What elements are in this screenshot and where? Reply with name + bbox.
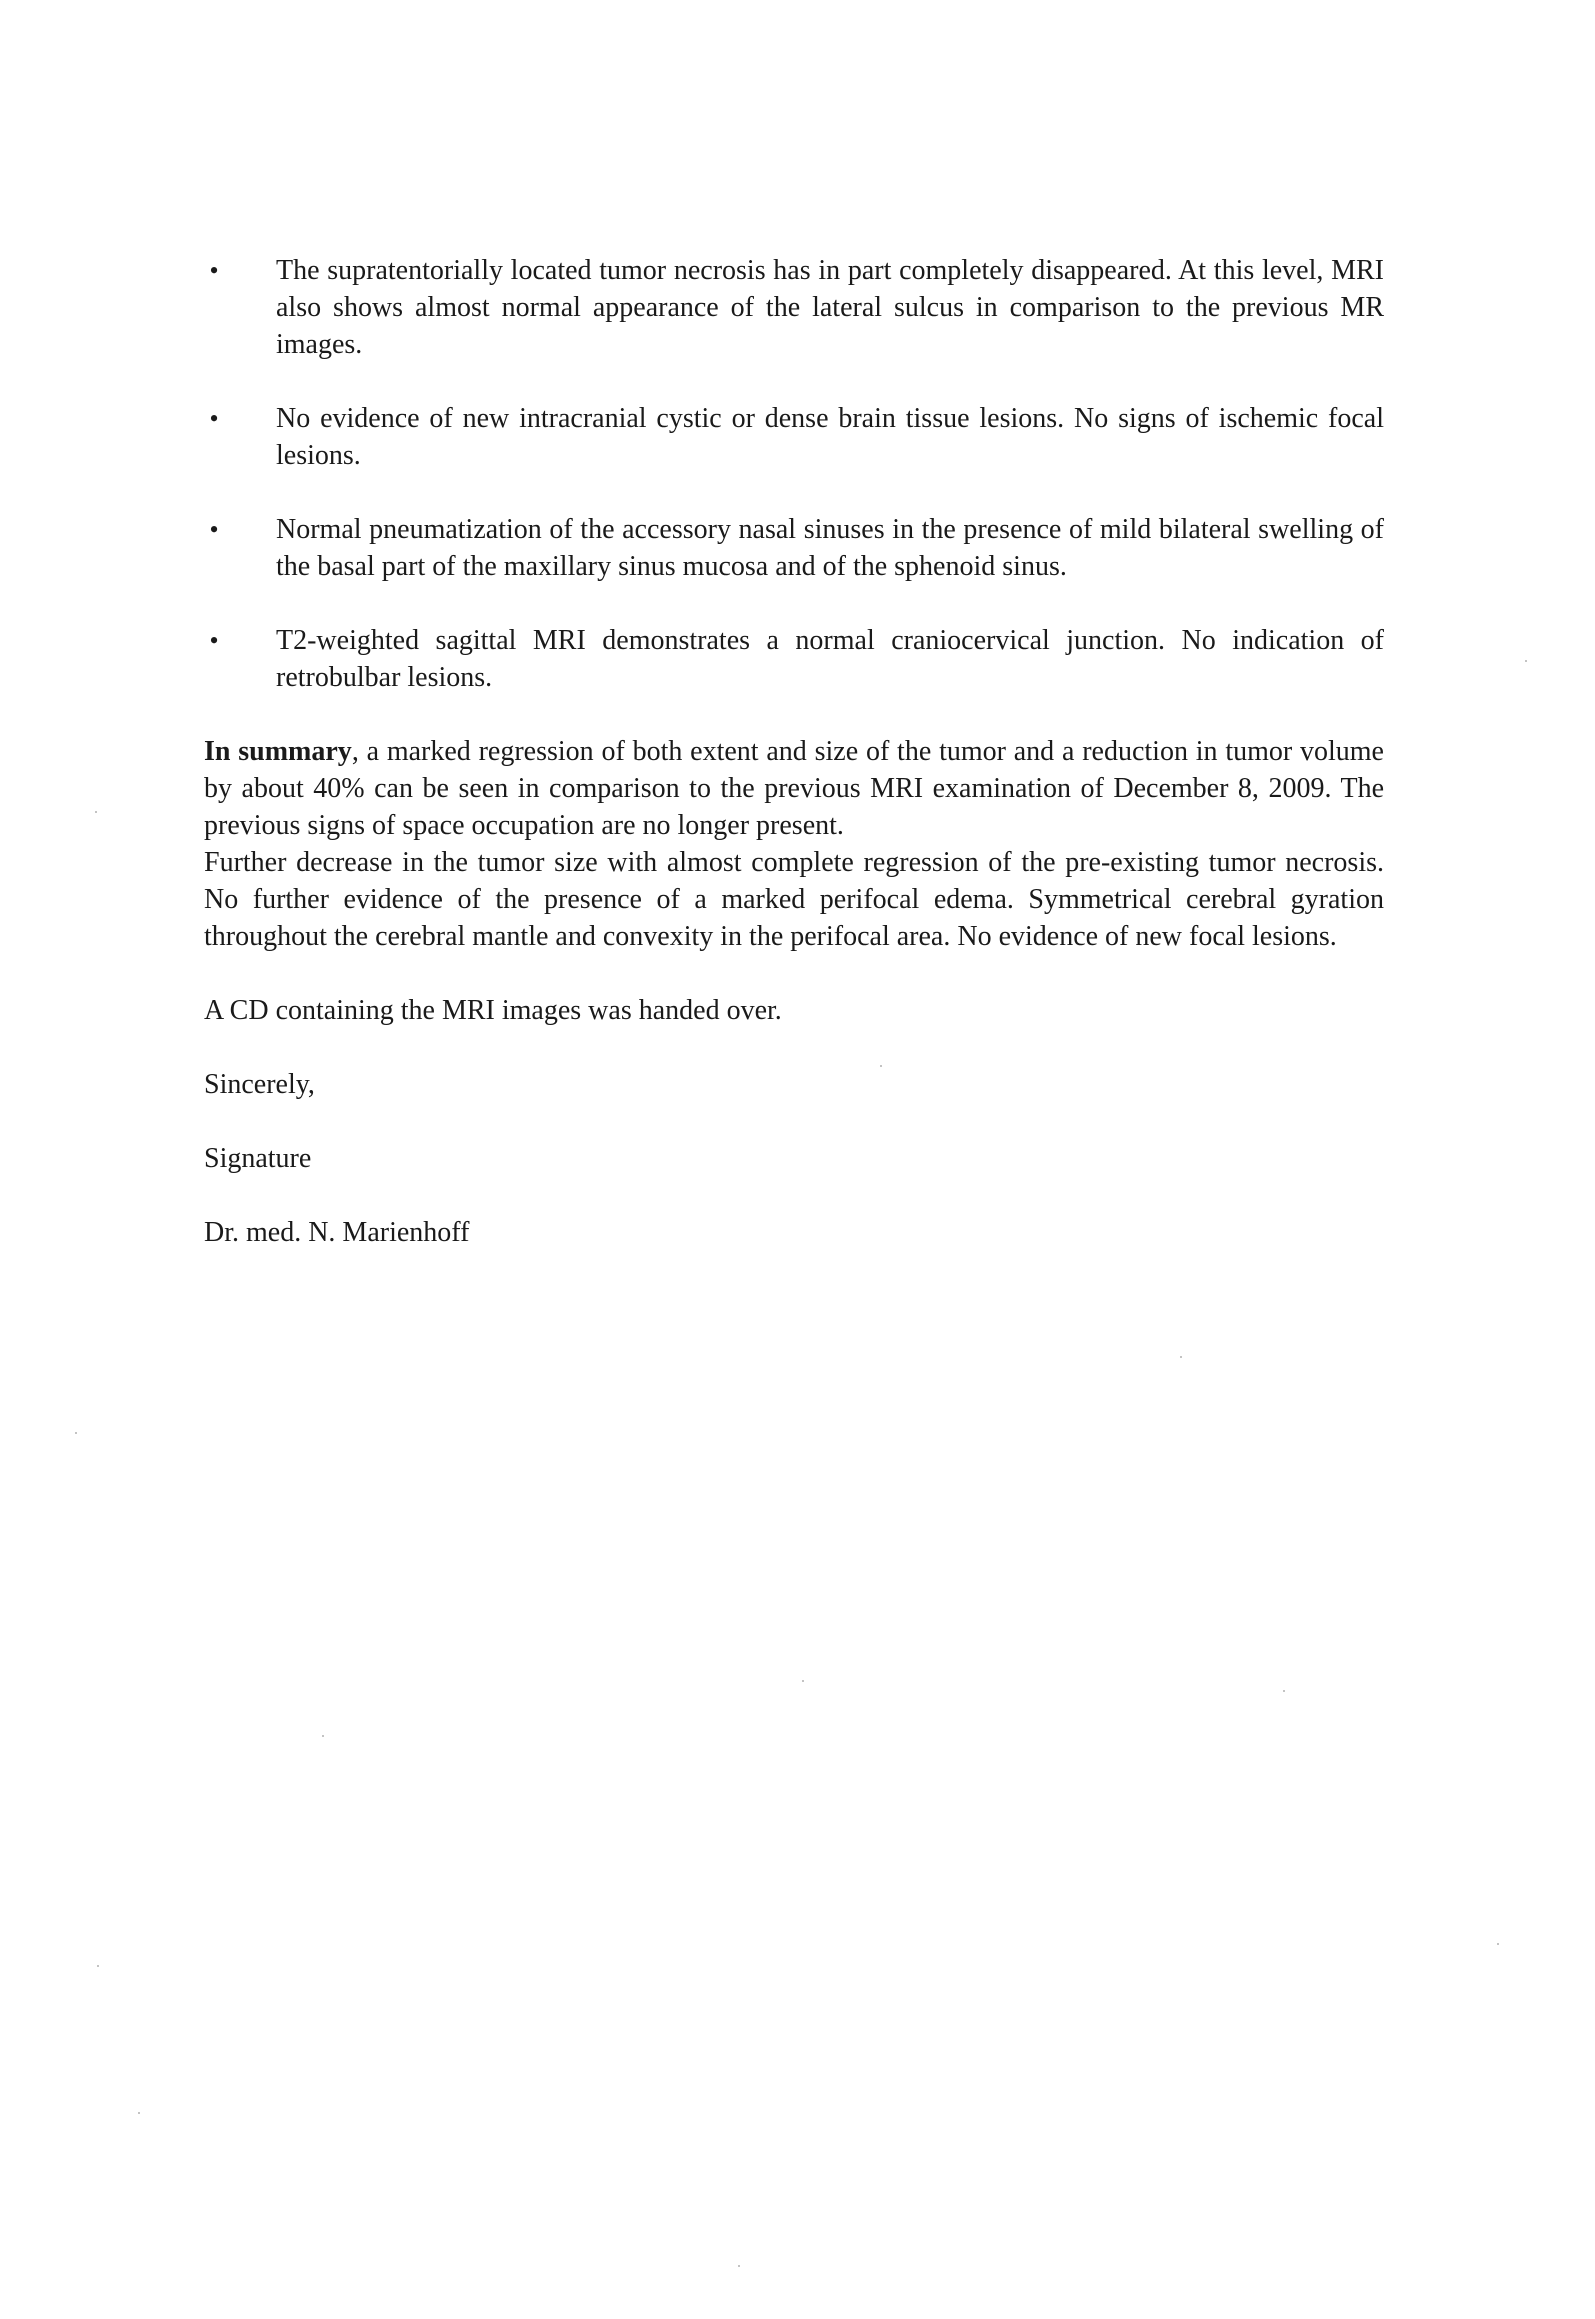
scan-speck — [1283, 1690, 1285, 1692]
bullet-icon: • — [209, 404, 219, 433]
scan-speck — [95, 811, 97, 813]
further-findings-paragraph: Further decrease in the tumor size with almost complete regression of the pre-existing tumor necrosis. No further evidence of the presence of a marked perifocal edema. Symmetrical cerebral gyration throughout the cerebral mantle and convexity in the perifocal area. No evidence of new focal lesions. — [204, 847, 1384, 952]
scan-speck — [738, 2265, 740, 2267]
scan-speck — [1497, 1943, 1499, 1945]
scan-speck — [802, 1680, 804, 1682]
closing-salutation: Sincerely, — [204, 1069, 315, 1100]
scan-speck — [880, 1065, 882, 1067]
finding-item — [204, 511, 1384, 585]
scan-speck — [322, 1735, 324, 1737]
finding-item — [204, 400, 1384, 474]
scan-speck — [1525, 660, 1527, 662]
finding-text: T2-weighted sagittal MRI demonstrates a normal craniocervical junction. No indication of retrobulbar lesions. — [276, 625, 1384, 693]
bullet-icon: • — [209, 626, 219, 655]
cd-note: A CD containing the MRI images was handed over. — [204, 995, 782, 1026]
summary-text: , a marked regression of both extent and size of the tumor and a reduction in tumor volume by about 40% can be seen in comparison to the previous MRI examination of December 8, 2009. The previous signs of space occupation are no longer present. — [204, 736, 1384, 841]
bullet-icon: • — [209, 515, 219, 544]
signer-name: Dr. med. N. Marienhoff — [204, 1217, 470, 1248]
letter-body — [204, 252, 1384, 1251]
scan-speck — [1180, 1356, 1182, 1358]
scan-speck — [138, 2112, 140, 2114]
finding-text: No evidence of new intracranial cystic or dense brain tissue lesions. No signs of ischemic focal lesions. — [276, 403, 1384, 471]
finding-text: The supratentorially located tumor necrosis has in part completely disappeared. At this level, MRI also shows almost normal appearance of the lateral sulcus in comparison to the previous MR images. — [276, 255, 1384, 360]
summary-lead: In summary — [204, 736, 352, 767]
scan-speck — [75, 1432, 77, 1434]
findings-list — [204, 252, 1384, 696]
signature-label: Signature — [204, 1143, 312, 1174]
bullet-icon: • — [209, 256, 219, 285]
finding-item — [204, 622, 1384, 696]
finding-text: Normal pneumatization of the accessory nasal sinuses in the presence of mild bilateral swelling of the basal part of the maxillary sinus mucosa and of the sphenoid sinus. — [276, 514, 1384, 582]
finding-item — [204, 252, 1384, 363]
scan-speck — [97, 1965, 99, 1967]
summary-paragraph — [204, 733, 1384, 844]
